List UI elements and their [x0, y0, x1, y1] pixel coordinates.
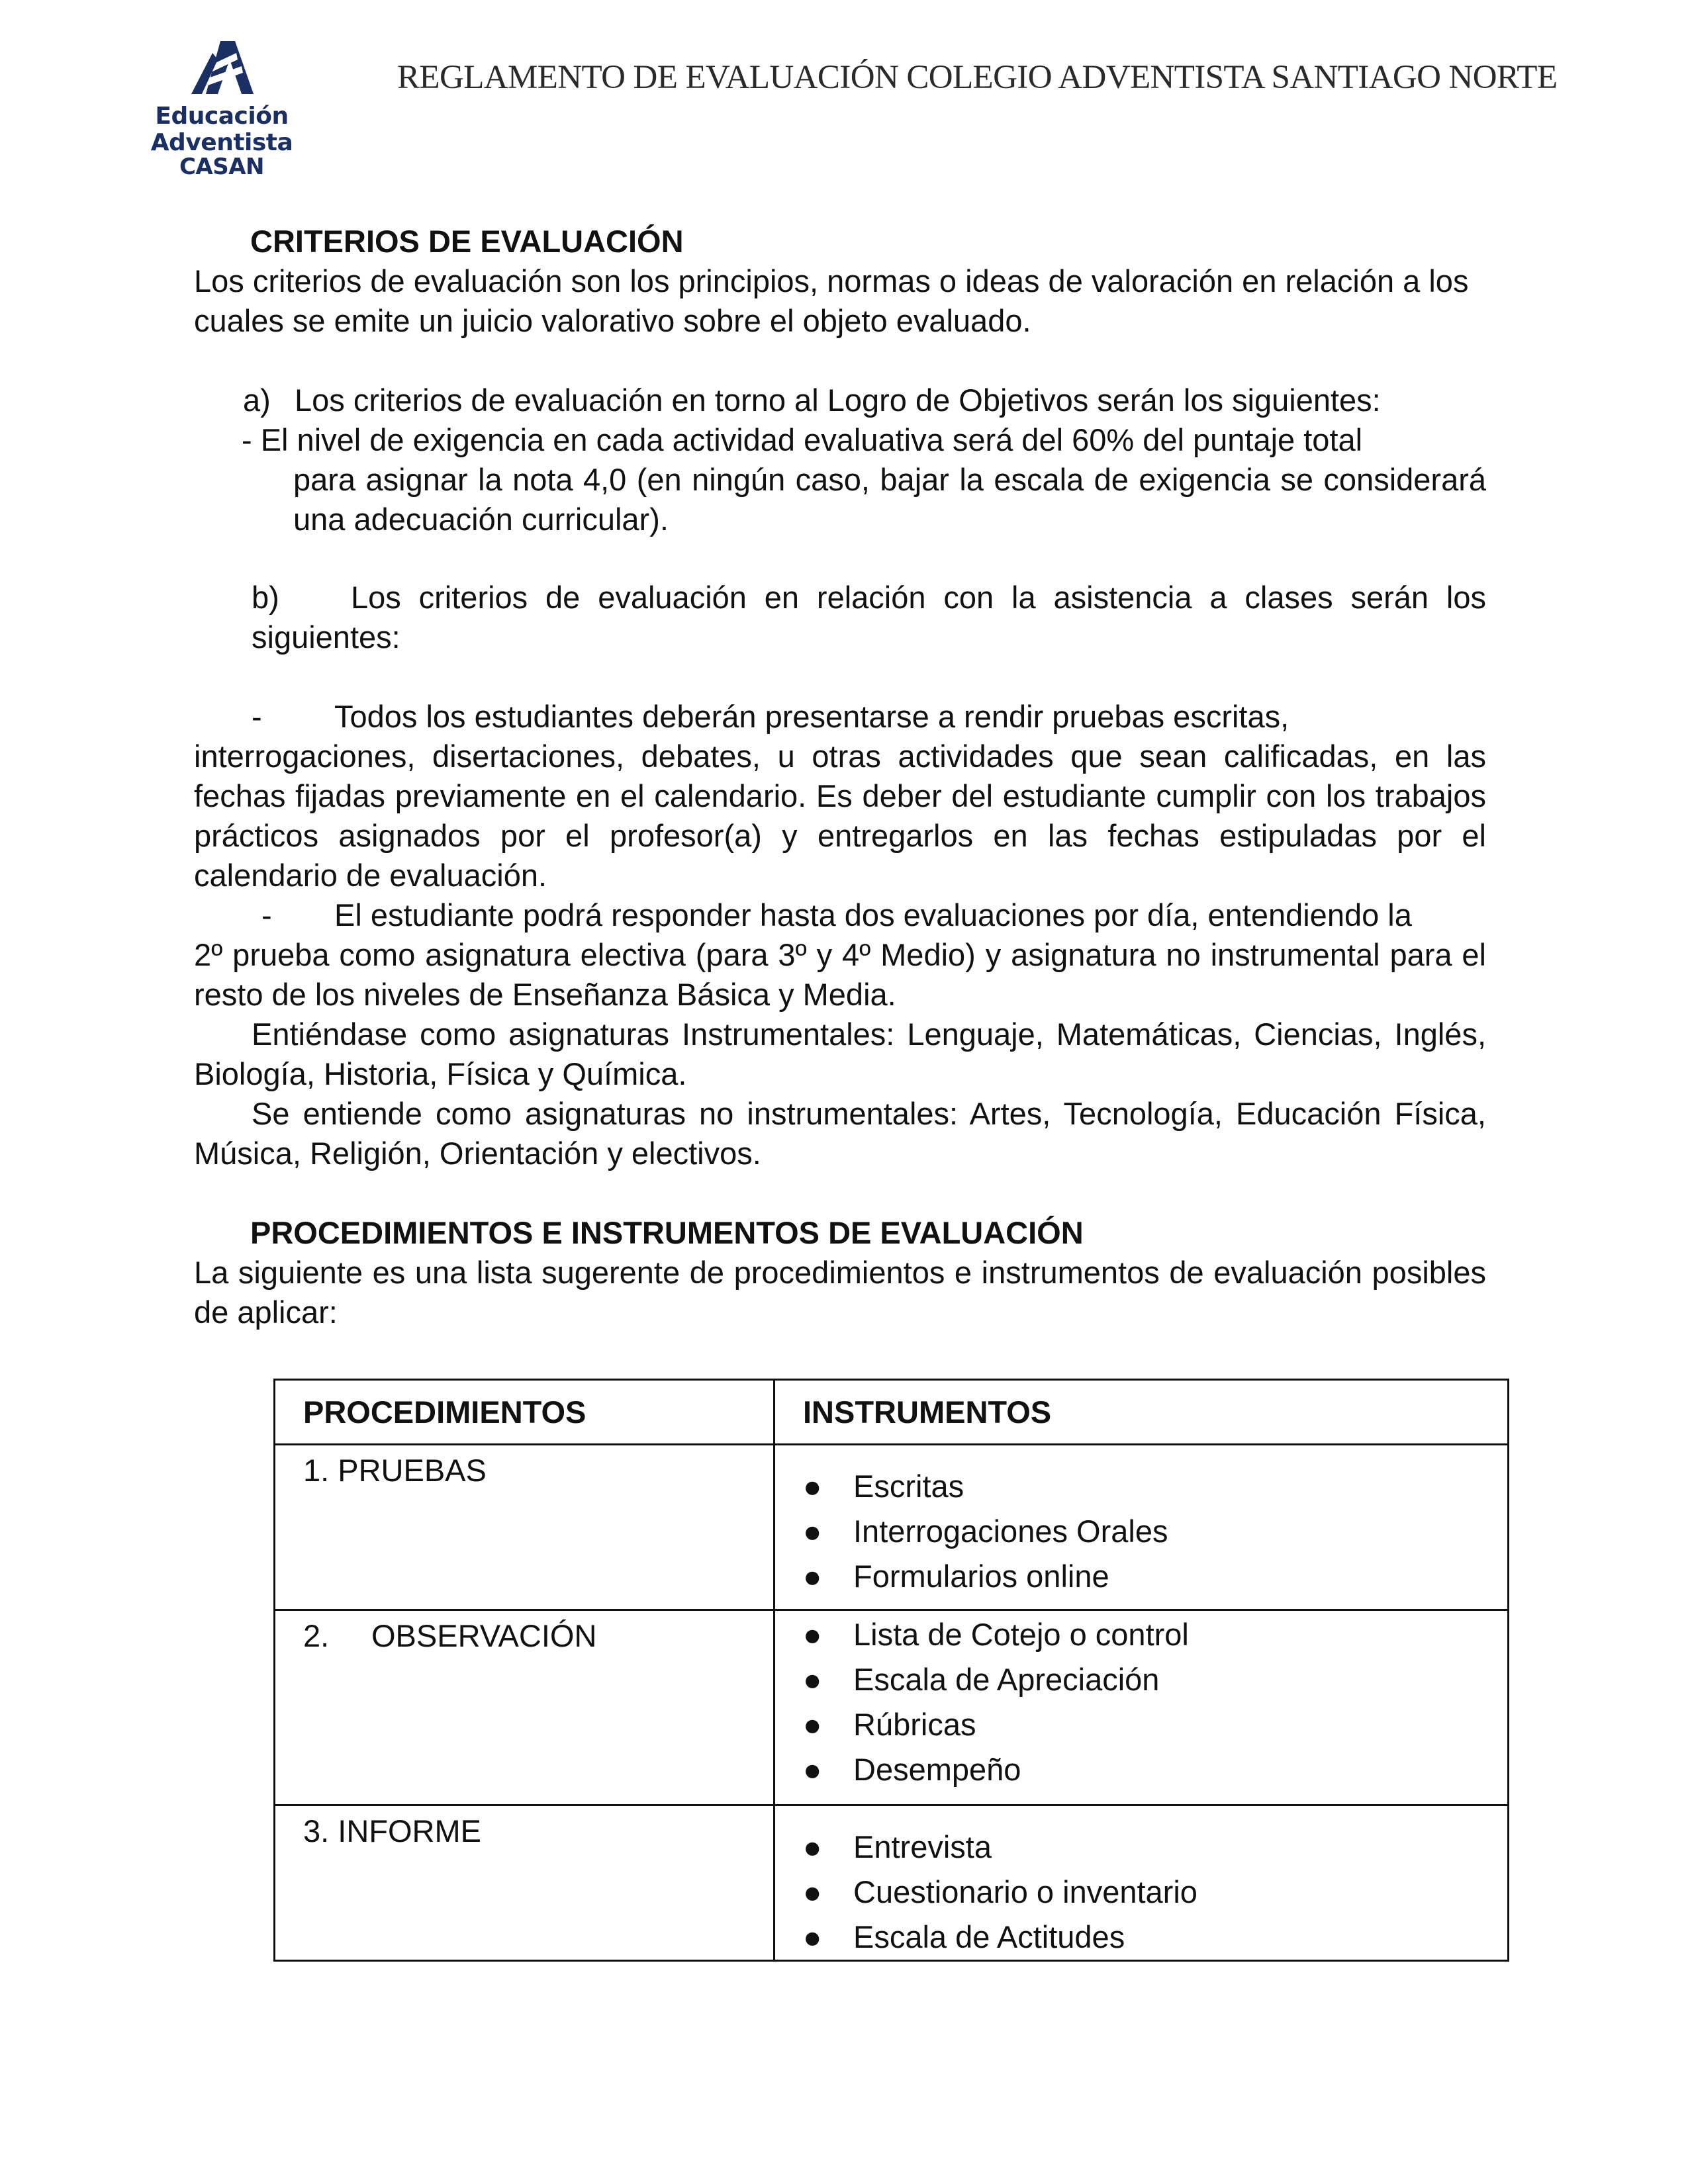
- logo-line-1: Educación: [155, 103, 289, 130]
- list-item: ● Desempeño: [803, 1747, 1507, 1792]
- criterio-a-bullet-rest: para asignar la nota 4,0 (en ningún caso, bajar la escala de exigencia se considerará una adecuación curricular).: [293, 462, 1486, 537]
- paragraph-instrumentales: Entiéndase como asignaturas Instrumentales: Lenguaje, Matemáticas, Ciencias, Inglés, Biología, Historia, Física y Química.: [194, 1017, 1486, 1091]
- logo-line-2: Adventista: [150, 129, 293, 156]
- procedure-cell: [275, 1805, 774, 1961]
- procedure-observacion: 2. OBSERVACIÓN: [303, 1618, 597, 1653]
- criterios-heading: CRITERIOS DE EVALUACIÓN: [250, 224, 684, 259]
- paragraph-2-lead: El estudiante podrá responder hasta dos evaluaciones por día, entendiendo la: [334, 897, 1412, 933]
- list-item: ● Entrevista: [803, 1825, 1507, 1870]
- bullet-icon: ●: [803, 1752, 822, 1787]
- list-item: ● Formularios online: [803, 1554, 1507, 1599]
- list-item: ● Cuestionario o inventario: [803, 1870, 1507, 1915]
- procedure-informe: 3. INFORME: [303, 1813, 481, 1848]
- evaluation-table: [273, 1379, 1509, 1962]
- procedimientos-intro: La siguiente es una lista sugerente de procedimientos e instrumentos de evaluación posibles de aplicar:: [194, 1255, 1486, 1330]
- list-item: ● Interrogaciones Orales: [803, 1509, 1507, 1554]
- criterio-a-label: a): [243, 383, 271, 418]
- criterio-b-label: b): [252, 580, 279, 615]
- table-header-row: [275, 1380, 1509, 1445]
- procedure-cell: [275, 1445, 774, 1610]
- document-header-title: REGLAMENTO DE EVALUACIÓN COLEGIO ADVENTISTA SANTIAGO NORTE: [397, 59, 1558, 96]
- bullet-icon: ●: [803, 1662, 822, 1697]
- instruments-cell: [774, 1805, 1509, 1961]
- procedure-pruebas: 1. PRUEBAS: [303, 1453, 487, 1488]
- header-procedimientos: PROCEDIMIENTOS: [275, 1380, 774, 1445]
- table-row: [275, 1445, 1509, 1610]
- table-row: [275, 1610, 1509, 1805]
- list-item: ● Lista de Cotejo o control: [803, 1612, 1507, 1657]
- criterios-intro: Los criterios de evaluación son los principios, normas o ideas de valoración en relación a los cuales se emite un juicio valorativo sobre el objeto evaluado.: [194, 263, 1469, 338]
- logo-line-3: CASAN: [179, 154, 265, 180]
- school-logo: [142, 40, 301, 179]
- adventist-a-icon: [189, 40, 255, 96]
- bullet-icon: ●: [803, 1874, 822, 1909]
- header-instrumentos: INSTRUMENTOS: [774, 1380, 1509, 1445]
- bullet-icon: ●: [803, 1469, 822, 1504]
- list-item: ● Escala de Apreciación: [803, 1657, 1507, 1702]
- bullet-icon: ●: [803, 1919, 822, 1954]
- paragraph-1-rest: interrogaciones, disertaciones, debates, u otras actividades que sean calificadas, en las fechas fijadas previamente en el calendario. Es deber del estudiante cumplir con los trabajos prácticos asignados por el profesor(a) y entregarlos en las fechas estipuladas por el calendario de evaluación.: [194, 739, 1486, 893]
- bullet-icon: ●: [803, 1514, 822, 1549]
- paragraph-no-instrumentales: Se entiende como asignaturas no instrumentales: Artes, Tecnología, Educación Física, Música, Religión, Orientación y electivos.: [194, 1096, 1486, 1171]
- instruments-cell: [774, 1610, 1509, 1805]
- paragraph-2-rest: 2º prueba como asignatura electiva (para 3º y 4º Medio) y asignatura no instrumental para el resto de los niveles de Enseñanza Básica y Media.: [194, 937, 1486, 1012]
- list-item: ● Escritas: [803, 1464, 1507, 1509]
- paragraph-2-dash: -: [261, 897, 272, 933]
- list-item: ● Escala de Actitudes: [803, 1915, 1507, 1960]
- table-row: [275, 1805, 1509, 1961]
- criterio-b-text: Los criterios de evaluación en relación con la asistencia a clases serán los siguientes:: [252, 580, 1486, 655]
- procedimientos-heading: PROCEDIMIENTOS E INSTRUMENTOS DE EVALUACIÓN: [250, 1215, 1084, 1250]
- bullet-icon: ●: [803, 1829, 822, 1864]
- list-item: ● Rúbricas: [803, 1702, 1507, 1747]
- bullet-icon: ●: [803, 1559, 822, 1594]
- procedure-cell: [275, 1610, 774, 1805]
- criterio-a-bullet-line: - El nivel de exigencia en cada actividad evaluativa será del 60% del puntaje total: [242, 422, 1363, 457]
- instruments-cell: [774, 1445, 1509, 1610]
- bullet-icon: ●: [803, 1707, 822, 1742]
- paragraph-1-dash: -: [252, 699, 262, 734]
- criterio-a-text: Los criterios de evaluación en torno al Logro de Objetivos serán los siguientes:: [295, 383, 1381, 418]
- bullet-icon: ●: [803, 1617, 822, 1652]
- paragraph-1-lead: Todos los estudiantes deberán presentarse a rendir pruebas escritas,: [334, 699, 1289, 734]
